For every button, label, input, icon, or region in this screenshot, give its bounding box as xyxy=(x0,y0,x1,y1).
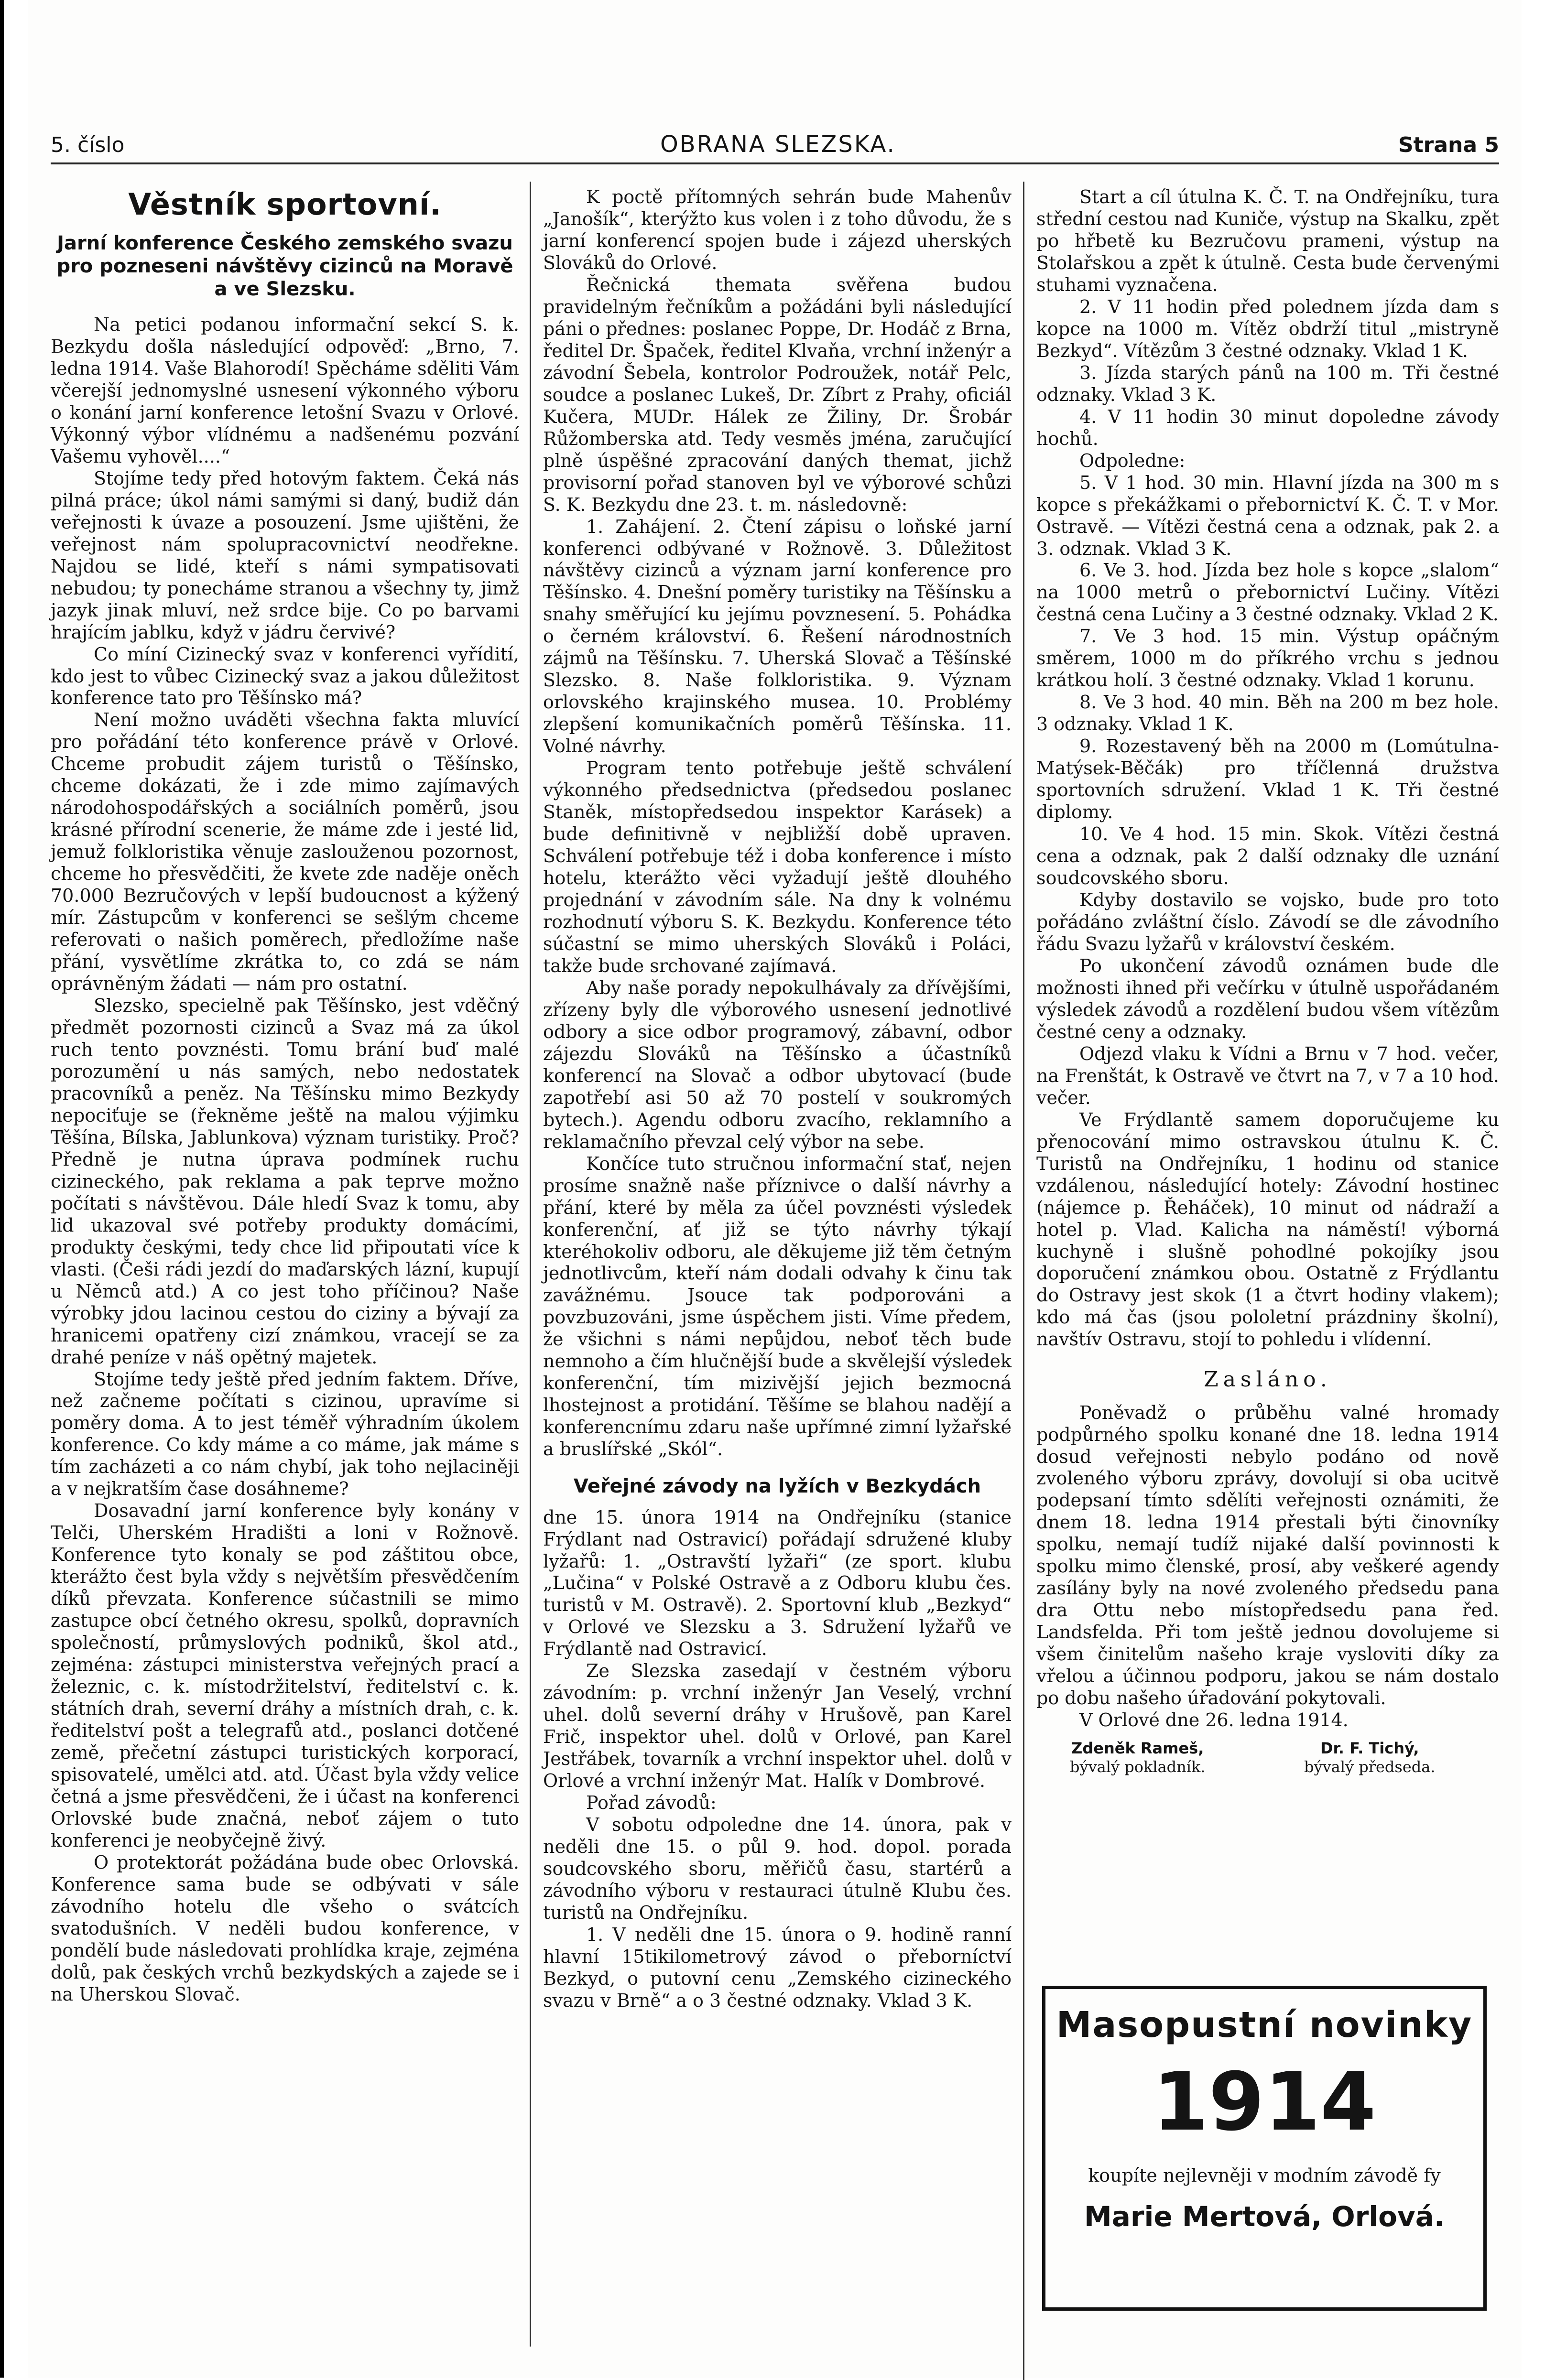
article-heading: Veřejné závody na lyžích v Bezkydách xyxy=(573,1475,981,1498)
ad-year: 1914 xyxy=(1153,2055,1376,2149)
paragraph: Program tento potřebuje ještě schválení výkonného předsednictva (předsedou poslanec Staněk, místopředsedou inspektor Karásek) a bude definitivně v nejbližší době upraven. Schválení potřebuje též i doba konference i místo hotelu, kterážto věci vyžadují ještě dlouhého projednání v závodním sále. Na dny k volnému rozhodnutí výboru S. K. Bezkydu. Konference této súčastní se mimo uherských Slováků i Poláci, takže bude srchované zajímavá. xyxy=(543,757,1012,976)
paragraph: Co míní Cizinecký svaz v konferenci vyřídití, kdo jest to vůbec Cizinecký svaz a jakou důležitost konference tato pro Těšínsko má? xyxy=(51,643,519,709)
paragraph: 6. Ve 3. hod. Jízda bez hole s kopce „slalom“ na 1000 metrů o přebornictví Lučiny. Vítězi čestná cena Lučiny a 3 čestné odznaky. Vklad 2 K. xyxy=(1036,560,1499,625)
binding-edge xyxy=(0,0,4,2378)
paragraph: V Orlové dne 26. ledna 1914. xyxy=(1079,1709,1349,1731)
signature-name: Dr. F. Tichý, xyxy=(1320,1739,1419,1758)
paragraph: 4. V 11 hodin 30 minut dopoledne závody hochů. xyxy=(1036,406,1499,449)
advertisement xyxy=(1042,1986,1487,2311)
paragraph: 9. Rozestavený běh na 2000 m (Lomútulna-Matýsek-Běčák) pro tříčlenná družstva sportovních sdružení. Vklad 1 K. Tři čestné diplomy. xyxy=(1036,736,1499,823)
signature-role: bývalý pokladník. xyxy=(1070,1757,1206,1776)
signature-1 xyxy=(1070,1739,1206,1776)
paragraph: 1. Zahájení. 2. Čtení zápisu o loňské jarní konferenci odbývané v Rožnově. 3. Důležitost návštěvy cizinců a význam jarní konference pro Těšínsko. 4. Dnešní poměry turistiky na Těšínsku a snahy směřující ku jejímu povznesení. 5. Pohádka o černém království. 6. Řešení národnostních zájmů na Těšínsku. 7. Uherská Slovač a Těšínské Slezsko. 8. Naše folkloristika. 9. Význam orlovského krajinského musea. 10. Problémy zlepšení komunikačních poměrů Těšínska. 11. Volné návrhy. xyxy=(543,516,1012,757)
paragraph: 7. Ve 3 hod. 15 min. Výstup opáčným směrem, 1000 m do příkrého vrchu s jednou krátkou holí. 3 čestné odznaky. Vklad 1 korunu. xyxy=(1036,626,1499,691)
page-header xyxy=(51,129,1499,164)
ad-shop-name: Marie Mertová, Orlová. xyxy=(1084,2200,1445,2233)
paragraph: Start a cíl útulna K. Č. T. na Ondřejníku, tura střední cestou nad Kuniče, výstup na Skalku, zpět po hřbetě ku Bezručovu prameni, výstup na Stolařskou a zpět k útulně. Cesta bude červenými stuhami vyznačena. xyxy=(1036,186,1499,295)
paragraph: Poněvadž o průběhu valné hromady podpůrného spolku konané dne 18. ledna 1914 dosud veřejnosti nebylo podáno od nově zvoleného výboru zprávy, dovolují si oba ucitvě podepsaní tímto sdělíti veřejnosti oznámiti, že dnem 18. ledna 1914 přestali býti činovníky spolku, nemají tudíž nijaké další povinnosti k spolku mimo členské, prosí, aby veškeré agendy zasílány byly na nové zvoleného předsedu pana dra Ottu nebo místopředsedu pana řed. Landsfelda. Při tom ještě jednou dovolujeme si všem činitelům našeho kraje vysloviti díky za vřelou a účinnou podporu, jakou se nám dostalo po dobu našeho úřadování pokytovali. xyxy=(1036,1402,1499,1709)
paragraph: 10. Ve 4 hod. 15 min. Skok. Vítězi čestná cena a odznak, pak 2 další odznaky dle uznání soudcovského sboru. xyxy=(1036,823,1499,889)
paragraph: Stojíme tedy ještě před jedním faktem. Dříve, než začneme počítati s cizinou, upravíme si poměry doma. A to jest téměř výhradním úkolem konference. Co kdy máme a co máme, jak máme s tím zacházeti a co nám chybí, jak toho nejlaciněji a v nejkratším čase dosáhneme? xyxy=(51,1368,519,1500)
subtitle-line: a ve Slezsku. xyxy=(214,278,356,301)
paragraph: 3. Jízda starých pánů na 100 m. Tři čestné odznaky. Vklad 3 K. xyxy=(1036,362,1499,405)
paragraph: Kdyby dostavilo se vojsko, bude pro toto pořádáno zvláštní číslo. Závodí se dle závodního řádu Svazu lyžařů v království českém. xyxy=(1036,889,1499,954)
paragraph: Po ukončení závodů oznámen bude dle možnosti ihned při večírku v útulně uspořádaném výsledek závodů a rozdělení budou všem vítězům čestné ceny a odznaky. xyxy=(1036,955,1499,1042)
paragraph: V sobotu odpoledne dne 14. února, pak v neděli dne 15. o půl 9. hod. dopol. porada soudcovského sboru, měřičů času, startérů a závodního výboru v restauraci útulně Klubu čes. turistů na Ondřejníku. xyxy=(543,1814,1012,1924)
issue-number: 5. číslo xyxy=(51,133,125,157)
column-rule-1 xyxy=(530,182,531,2347)
section-title: Věstník sportovní. xyxy=(128,187,442,222)
column-rule-2 xyxy=(1023,182,1024,2380)
paragraph: Ve Frýdlantě samem doporučujeme ku přenocování mimo ostravskou útulnu K. Č. Turistů na Ondřejníku, 1 hodinu od stanice vzdálenou, následující hotely: Závodní hostinec (nájemce p. Řeháček), 10 minut od nádraží a hotel p. Vlad. Kalicha na náměstí! výborná kuchyně i slušně pohodlné pokojíky jsou doporučení známkou obou. Ostatně z Frýdlantu do Ostravy jest skok (1 a čtvrt hodiny vlakem); kdo má čas (jsou pololetní prázdniny školní), navštív Ostravu, stojí to pohledu i vlídenní. xyxy=(1036,1109,1499,1350)
signature-name: Zdeněk Rameš, xyxy=(1071,1739,1204,1758)
column-1 xyxy=(51,186,519,2006)
paragraph: 2. V 11 hodin před polednem jízda dam s kopce na 1000 m. Vítěz obdrží titul „mistryně Bezkyd“. Vítězům 3 čestné odznaky. Vklad 1 K. xyxy=(1036,296,1499,361)
paragraph: Stojíme tedy před hotovým faktem. Čeká nás pilná práce; úkol námi samými si daný, budiž dán veřejnosti k úvaze a posouzení. Jsme ujištěni, že veřejnost nám spolupracovnictví neodřekne. Najdou se lidé, kteří s námi sympatisovati nebudou; ty ponecháme stranou a všechny ty, jimž jazyk jinak mluví, než srdce bije. Co po barvami hrajícím jablku, když v jádru červivé? xyxy=(51,467,519,643)
newspaper-name: OBRANA SLEZSKA. xyxy=(660,131,896,158)
signature-2 xyxy=(1304,1739,1436,1776)
paragraph: Odjezd vlaku k Vídni a Brnu v 7 hod. večer, na Frenštát, k Ostravě ve čtvrt na 7, v 7 a 10 hod. večer. xyxy=(1036,1043,1499,1108)
paragraph: O protektorát požádána bude obec Orlovská. Konference sama bude se odbývati v sále závodního hotelu dle všeho o svátcích svatodušních. V neděli budou konference, v pondělí bude následovati prohlídka kraje, zejména dolů, pak českých vrchů bezkydských a zajede se i na Uherskou Slovač. xyxy=(51,1851,519,2005)
paragraph: Pořad závodů: xyxy=(586,1792,717,1814)
zaslano-heading: Zasláno. xyxy=(1204,1367,1332,1392)
paragraph: Řečnická themata svěřena budou pravidelným řečníkům a požádáni byli následující páni o přednes: poslanec Poppe, Dr. Hodáč z Brna, ředitel Dr. Špaček, ředitel Klvaňa, vrchní inženýr a závodní Šebela, kontrolor Podroužek, notář Pelc, soudce a poslanec Lukeš, Dr. Zíbrt z Prahy, oficiál Kučera, MUDr. Hálek ze Žiliny, Dr. Šrobár Růžomberska atd. Tedy vesměs jména, zaručující plně úspěšné zpracování daných themat, jichž provisorní pořad stanoven byl ve výborové schůzi S. K. Bezkydu dne 23. t. m. následovně: xyxy=(543,274,1012,515)
paragraph: Na petici podanou informační sekcí S. k. Bezkydu došla následující odpověď: „Brno, 7. ledna 1914. Vaše Blahorodí! Spěcháme sděliti Vám včerejší jednomyslné usnesení výkonného výboru o konání jarní konference letošní Svazu v Orlové. Výkonný výbor vlídnému a nadšenému pozvání Vašemu vyhověl....“ xyxy=(51,314,519,467)
signatures xyxy=(1036,1739,1499,1787)
subtitle-line: Jarní konference Českého zemského svazu xyxy=(57,232,513,255)
paragraph: 1. V neděli dne 15. února o 9. hodině ranní hlavní 15tikilometrový závod o přeborníctví Bezkyd, o putovní cenu „Zemského cizineckého svazu v Brně“ a o 3 čestné odznaky. Vklad 3 K. xyxy=(543,1924,1012,2011)
paragraph: 5. V 1 hod. 30 min. Hlavní jízda na 300 m s kopce s překážkami o přebornictví K. Č. T. v Mor. Ostravě. — Vítězi čestná cena a odznak, pak 2. a 3. odznak. Vklad 3 K. xyxy=(1036,472,1499,559)
ad-text: koupíte nejlevněji v modním závodě fy xyxy=(1088,2165,1441,2186)
paragraph: Slezsko, specielně pak Těšínsko, jest vděčný předmět pozornosti cizinců a Svaz má za úkol ruch tento povznésti. Tomu brání buď malé porozumění u nás samých, nebo nedostatek pracovníků a peněz. Na Těšínsku mimo Bezkydy nepociťuje se (řekněme ještě na malou výjimku Těšína, Bílska, Jablunkova) význam turistiky. Proč? Předně je nutna úprava podmínek ruchu cizineckého, pak reklama a pak teprve možno počítati s návštěvou. Dále hledí Svaz k tomu, aby lid ukazoval své potřeby produkty domácími, produkty českými, tedy chce lid připoutati více k vlasti. (Češi rádi jezdí do maďarských lázní, kupují u Němců atd.) A co jest toho příčinou? Naše výrobky jdou lacinou cestou do ciziny a bývají za hranicemi opatřeny cizí známkou, vracejí se za drahé peníze v náš opětný majetek. xyxy=(51,995,519,1368)
page-number: Strana 5 xyxy=(1398,133,1499,157)
paragraph: 8. Ve 3 hod. 40 min. Běh na 200 m bez hole. 3 odznaky. Vklad 1 K. xyxy=(1036,692,1499,735)
paragraph: Ze Slezska zasedají v čestném výboru závodním: p. vrchní inženýr Jan Veselý, vrchní uhel. dolů severní dráhy v Hrušově, pan Karel Frič, inspektor uhel. dolů v Orlové, pan Karel Jestřábek, tovarník a vrchní inspektor uhel. dolů v Orlové a vrchní inženýr Mat. Halík v Dombrové. xyxy=(543,1660,1012,1792)
paragraph: Odpoledne: xyxy=(1079,450,1186,471)
article-subtitle xyxy=(51,232,519,301)
signature-role: bývalý předseda. xyxy=(1304,1757,1436,1776)
paragraph: Aby naše porady nepokulhávaly za dřívějšími, zřízeny byly dle výborového usnesení jednotlivé odbory a sice odbor programový, zábavní, odbor zájezdu Slováků na Těšínsko a účastníků konferencí na Slovač a odbor ubytovací (bude zapotřebí asi 50 až 70 postelí v soukromých bytech.). Agendu odboru zvacího, reklamního a reklamačního převzal celý výbor na sebe. xyxy=(543,977,1012,1152)
column-2 xyxy=(543,186,1012,2012)
paragraph: K poctě přítomných sehrán bude Mahenův „Janošík“, kterýžto kus volen i z toho důvodu, že s jarní konferencí spojen bude i zájezd uherských Slováků do Orlové. xyxy=(543,186,1012,273)
paragraph: Není možno uváděti všechna fakta mluvící pro pořádání této konference právě v Orlové. Chceme probudit zájem turistů o Těšínsko, chceme dokázati, že i zde mimo zajímavých národohospodářských a sociálních poměrů, jsou krásné přírodní scenerie, že máme zde i jesté lid, jemuž folkloristika věnuje zaslouženou pozornost, chceme ho přesvědčiti, že kvete zde naděje oněch 70.000 Bezručových v lepší budoucnost a kýžený mír. Zástupcům v konferenci se sešlým chceme referovati o našich poměrech, předložíme naše přání, vysvětlíme zkrátka to, co zdá se nám oprávněným žádati — nám pro ostatní. xyxy=(51,709,519,995)
paragraph: dne 15. února 1914 na Ondřejníku (stanice Frýdlant nad Ostravicí) pořádají sdružené kluby lyžařů: 1. „Ostravští lyžaři“ (ze sport. klubu „Lučina“ v Polské Ostravě a z Odboru klubu čes. turistů v M. Ostravě). 2. Sportovní klub „Bezkyd“ v Orlové ve Slezsku a 3. Sdružení lyžařů ve Frýdlantě nad Ostravicí. xyxy=(543,1506,1012,1660)
newspaper-page xyxy=(28,0,1522,2378)
column-3 xyxy=(1036,186,1499,1787)
paragraph: Dosavadní jarní konference byly konány v Telči, Uherském Hradišti a loni v Rožnově. Konference tyto konaly se pod záštitou obce, kterážto čest byla vždy s největším přesvědčením díků převzata. Konference súčastnili se mimo zastupce obcí četného okresu, spolků, dopravních společností, průmyslových podniků, škol atd., zejména: zástupci ministerstva veřejných prací a železnic, c. k. místodržitelství, ředitelství c. k. státních drah, severní dráhy a místních drah, c. k. ředitelství pošt a telegrafů atd., poslanci dotčené země, přečetní zástupci turistických korporací, spisovatelé, umělci atd. atd. Účast byla vždy velice četná a jsme přesvědčeni, že i účast na konferenci Orlovské bude značná, neboť zájem o tuto konferenci je neobyčejně živý. xyxy=(51,1500,519,1851)
paragraph: Končíce tuto stručnou informační stať, nejen prosíme snažně naše příznivce o další návrhy a přání, které by měla za účel povznésti výsledek konferenční, ať již se týto návrhy týkají kteréhokoliv odboru, ale děkujeme již těm četným jednotlivcům, kteří nám dodali odvahy k činu tak zavážnému. Jsouce tak podporováni a povzbuzováni, jsme úspěchem jisti. Víme předem, že všichni s námi nepůjdou, neboť těch bude nemnoho a čím hlučnější bude a skvělejší výsledek konferenční, tím mizivější jejich bezmocná lhostejnost a protidání. Těšíme se blahou nadějí a konferencnímu zdaru naše upřímné zimní lyžařské a bruslířské „Skól“. xyxy=(543,1153,1012,1460)
subtitle-line: pro pozneseni návštěvy cizinců na Moravě xyxy=(56,255,513,278)
ad-headline: Masopustní novinky xyxy=(1056,2004,1473,2045)
